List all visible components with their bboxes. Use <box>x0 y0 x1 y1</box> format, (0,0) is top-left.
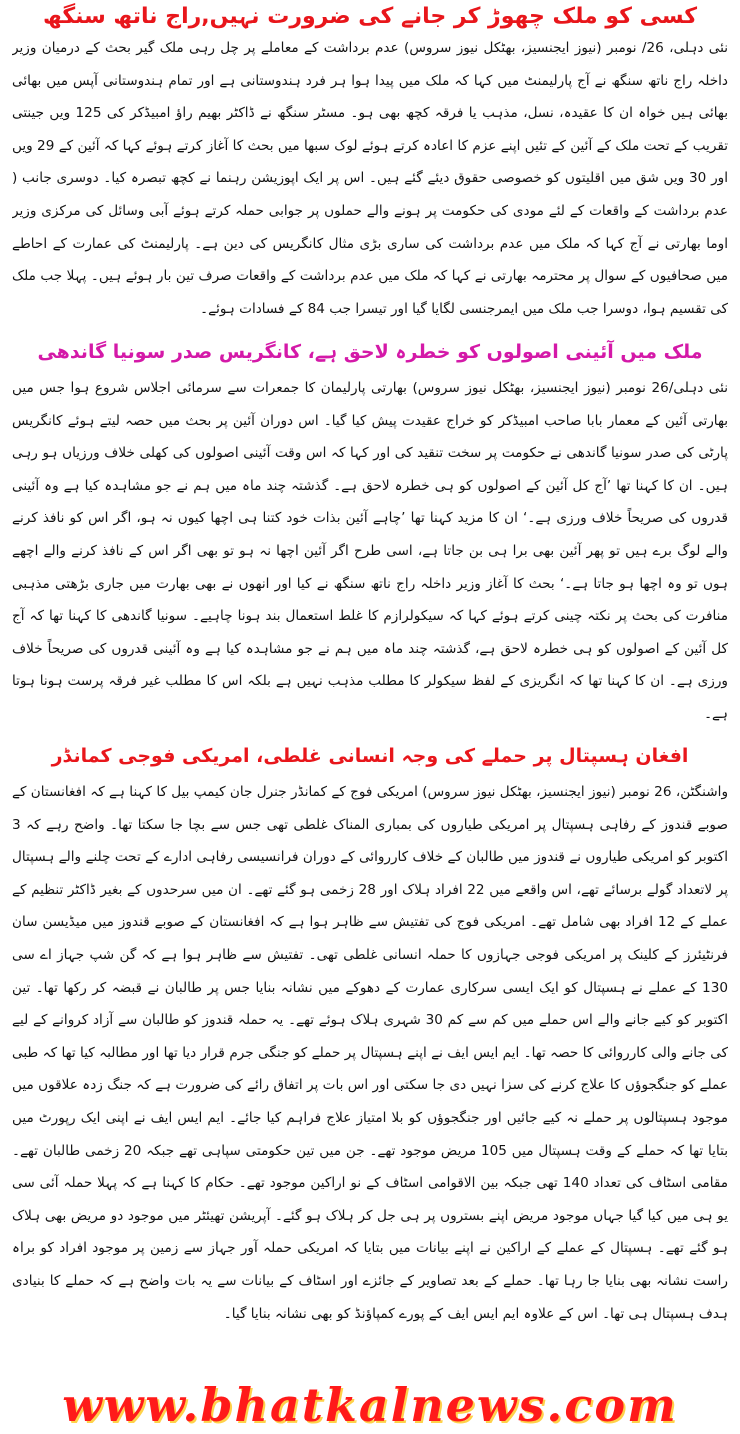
article-afghan-hospital <box>12 742 728 1396</box>
article-2-body: نئی دہلی/26 نومبر (نیوز ایجنسیز، بھٹکل نیوز سروس) بھارتی پارلیمان کا جمعرات سے سرمائی اجلاس شروع ہوا جس میں بھارتی آئین کے معمار بابا صاحب امبیڈکر کو خراج عقیدت پیش کیا گیا۔ اس دوران آئین پر بحث میں حصہ لیتے ہوئے کانگریس پارٹی کی صدر سونیا گاندھی نے حکومت پر سخت تنقید کی اور کہا کہ اس وقت آئینی اصولوں کی کھلی خلاف ورزیاں ہو رہی ہیں۔ ان کا کہنا تھا ’آج کل آئین کے اصولوں کو ہی خطرہ لاحق ہے۔ گذشتہ چند ماہ میں ہم نے جو مشاہدہ کیا ہے وہ آئینی قدروں کی صریحاً خلاف ورزی ہے۔‘ ان کا مزید کہنا تھا ’چاہے آئین بذات خود کتنا ہی اچھا کیوں نہ ہو، اگر اس کو نافذ کرنے والے لوگ برے ہیں تو پھر آئین بھی برا ہی بن جاتا ہے، اسی طرح اگر آئین اچھا نہ ہو تو بھی اگر اس کے نافذ کرنے والے اچھے ہوں تو وہ اچھا ہو جاتا ہے۔‘ بحث کا آغاز وزیر داخلہ راج ناتھ سنگھ نے کیا اور انھوں نے بھی بھارت میں جاری بڑھتی مذہبی منافرت کی بحث پر نکتہ چینی کرتے ہوئے کہا کہ سیکولرازم کا غلط استعمال بند ہونا چاہیے۔ سونیا گاندھی کا کہنا تھا کہ آج کل آئین کے اصولوں کو ہی خطرہ لاحق ہے، گذشتہ چند ماہ میں ہم نے جو مشاہدہ کیا ہے وہ آئینی قدروں کی صریحاً خلاف ورزی ہے۔ ان کا کہنا تھا کہ انگریزی کے لفظ سیکولر کا مطلب مذہب نہیں ہے بلکہ اس کا مطلب غیر فرقہ پرست ہونا ہوتا ہے۔ <box>12 380 728 722</box>
website-footer-link[interactable]: www.bhatkalnews.com <box>62 1378 678 1432</box>
article-sonia-gandhi <box>12 338 728 736</box>
article-2-headline: ملک میں آئینی اصولوں کو خطرہ لاحق ہے، کانگریس صدر سونیا گاندھی <box>37 341 703 363</box>
article-3-body: واشنگٹن، 26 نومبر (نیوز ایجنسیز، بھٹکل نیوز سروس) امریکی فوج کے کمانڈر جنرل جان کیمپ بیل کا کہنا ہے کہ افغانستان کے صوبے قندوز کے رفاہی ہسپتال پر امریکی طیاروں کی بمباری المناک غلطی تھی جس سے بچا جا سکتا تھا۔ واضح رہے کہ 3 اکتوبر کو امریکی طیاروں نے قندوز میں طالبان کے خلاف کارروائی کے دوران فرانسیسی رفاہی ادارے کے تحت چلنے والے ہسپتال پر لاتعداد گولے برسائے تھے، اس واقعے میں 22 افراد ہلاک اور 28 زخمی ہو گئے تھے۔ ان میں سرحدوں کے بغیر ڈاکٹر تنظیم کے عملے کے 12 افراد بھی شامل تھے۔ امریکی فوج کی تفتیش سے ظاہر ہوا ہے کہ افغانستان کے صوبے قندوز میں میڈیسن سان فرنٹیئرز کے کلینک پر امریکی فوجی جہازوں کا حملہ انسانی غلطی تھی۔ تفتیش سے ظاہر ہوا ہے کہ گن شپ جہاز اے سی 130 کے عملے نے ہسپتال کو ایک ایسی سرکاری عمارت کے دھوکے میں نشانہ بنایا جس پر طالبان نے قبضہ کر رکھا تھا۔ تین اکتوبر کو کیے جانے والے اس حملے میں کم سے کم 30 شہری ہلاک ہوئے تھے۔ یہ حملہ قندوز کو طالبان سے آزاد کروانے کے لیے کی جانے والی کارروائی کا حصہ تھا۔ ایم ایس ایف نے اپنے ہسپتال پر حملے کو جنگی جرم قرار دیا تھا اور مطالبہ کیا تھا کہ طبی عملے کو جنگجوؤں کا علاج کرنے کی سزا نہیں دی جا سکتی اور اس بات پر اتفاق رائے کی ضرورت ہے کہ جنگ زدہ علاقوں میں موجود ہسپتالوں پر حملے نہ کیے جائیں اور جنگجوؤں کو بلا امتیاز علاج فراہم کیا جائے۔ ایم ایس ایف نے اپنی ایک رپورٹ میں بتایا تھا کہ حملے کے وقت ہسپتال میں 105 مریض موجود تھے۔ جن میں تین حکومتی سپاہی تھے جبکہ 20 زخمی طالبان تھے۔ مقامی اسٹاف کی تعداد 140 تھی جبکہ بین الاقوامی اسٹاف کے نو اراکین موجود تھے۔ حکام کا کہنا ہے کہ پہلا حملہ آئی سی یو ہی میں کیا گیا جہاں موجود مریض اپنے بستروں پر ہی جل کر ہلاک ہو گئے۔ آپریشن تھیئٹر میں موجود دو مریض بھی ہلاک ہو گئے تھے۔ ہسپتال کے عملے کے اراکین نے اپنے بیانات میں بتایا کہ امریکی حملہ آور جہاز سے زمین پر موجود افراد کو براہ راست نشانہ بھی بنایا جا رہا تھا۔ حملے کے بعد تصاویر کے جائزے اور اسٹاف کے بیانات سے یہ بات واضح ہے کہ حملے کا بنیادی ہدف ہسپتال ہی تھا۔ اس کے علاوہ ایم ایس ایف کے پورے کمپاؤنڈ کو بھی نشانہ بنایا گیا۔ <box>12 784 728 1322</box>
article-1-body: نئی دہلی، 26/ نومبر (نیوز ایجنسیز، بھٹکل نیوز سروس) عدم برداشت کے معاملے پر چل رہی ملک گیر بحث کے درمیان وزیر داخلہ راج ناتھ سنگھ نے آج پارلیمنٹ میں کہا کہ ملک میں پیدا ہوا ہر فرد ہندوستانی ہے اور تمام ہندوستانی آپس میں بھائی بھائی ہیں خواہ ان کا عقیدہ، نسل، مذہب یا فرقہ کچھ بھی ہو۔ مسٹر سنگھ نے ڈاکٹر بھیم راؤ امبیڈکر کی 125 ویں جینتی تقریب کے تحت ملک کے آئین کے تئیں اپنے عزم کا اعادہ کرتے ہوئے لوک سبھا میں بحث کا آغاز کرتے ہوئے کہا کہ آئین کے 29 ویں اور 30 ویں شق میں اقلیتوں کو خصوصی حقوق دیئے گئے ہیں۔ اس پر ایک اپوزیشن رہنما نے کچھ تبصرہ کیا۔ دوسری جانب ( عدم برداشت کے واقعات کے لئے مودی کی حکومت پر ہونے والے حملوں پر جوابی حملہ کرتے ہوئے آبی وسائل کی مرکزی وزیر اوما بھارتی نے آج کہا کہ ملک میں عدم برداشت کی ساری بڑی مثال کانگریس کی دین ہے۔ پارلیمنٹ کی عمارت کے احاطے میں صحافیوں کے سوال پر محترمہ بھارتی نے کہا کہ ملک میں عدم برداشت کے واقعات صرف تین بار ہوئے ہیں۔ پہلا جب ملک کی تقسیم ہوا، دوسرا جب ملک میں ایمرجنسی لگایا گیا اور تیسرا جب 84 کے فسادات ہوئے۔ <box>12 40 728 317</box>
article-rajnath-singh <box>12 2 728 332</box>
article-1-headline: کسی کو ملک چھوڑ کر جانے کی ضرورت نہیں,راج ناتھ سنگھ <box>42 4 698 29</box>
article-3-headline: افغان ہسپتال پر حملے کی وجہ انسانی غلطی، امریکی فوجی کمانڈر <box>51 745 689 767</box>
